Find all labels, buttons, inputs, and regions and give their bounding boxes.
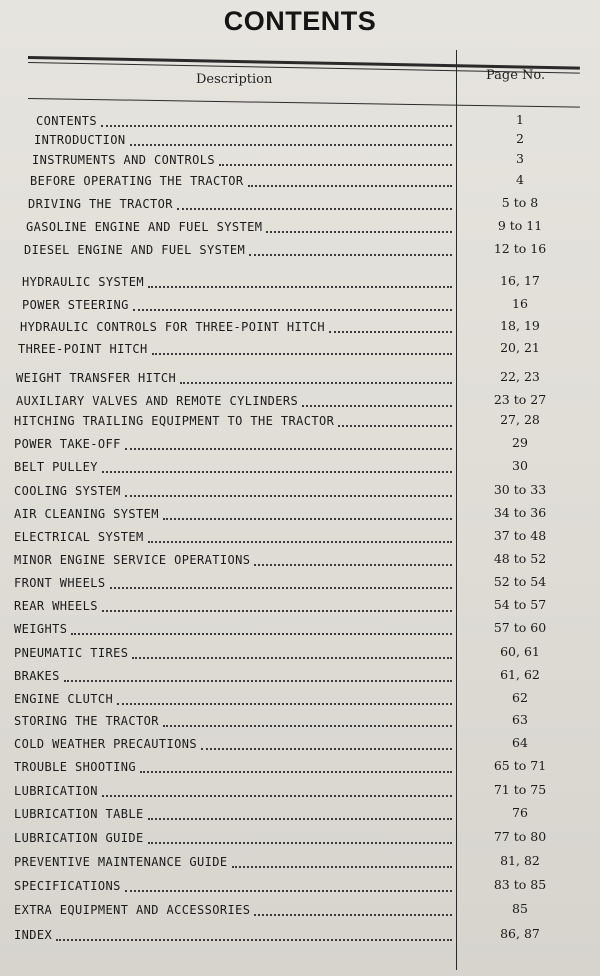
toc-entry-rear-wheels xyxy=(0,597,600,617)
toc-entry-engine-clutch xyxy=(0,690,600,710)
entry-label: DIESEL ENGINE AND FUEL SYSTEM xyxy=(24,243,246,257)
dot-leader xyxy=(163,721,452,727)
entry-page: 54 to 57 xyxy=(493,597,547,612)
toc-entry-before-operating xyxy=(0,172,600,192)
dot-leader xyxy=(132,653,452,659)
toc-entry-specifications xyxy=(0,877,600,897)
entry-label: ENGINE CLUTCH xyxy=(14,692,114,706)
toc-entry-introduction xyxy=(0,131,600,151)
dot-leader xyxy=(71,629,452,635)
description-column-header: Description xyxy=(196,72,273,87)
entry-label: WEIGHT TRANSFER HITCH xyxy=(16,371,177,385)
dot-leader xyxy=(117,699,452,705)
entry-label: PNEUMATIC TIRES xyxy=(14,646,129,660)
toc-entry-cooling-system xyxy=(0,482,600,502)
entry-label: PREVENTIVE MAINTENANCE GUIDE xyxy=(14,855,228,869)
entry-label: BEFORE OPERATING THE TRACTOR xyxy=(30,174,244,188)
dot-leader xyxy=(148,838,452,844)
toc-entry-hydraulic-system xyxy=(0,273,600,293)
header-rule xyxy=(28,98,580,108)
dot-leader xyxy=(140,767,452,773)
toc-entry-weight-transfer-hitch xyxy=(0,369,600,389)
entry-page: 4 xyxy=(516,172,524,187)
dot-leader xyxy=(329,327,452,333)
entry-page: 52 to 54 xyxy=(493,574,547,589)
dot-leader xyxy=(163,514,452,520)
dot-leader xyxy=(64,676,452,682)
dot-leader xyxy=(201,744,452,750)
entry-label: TROUBLE SHOOTING xyxy=(14,760,136,774)
entry-page: 85 xyxy=(512,901,528,916)
toc-entry-electrical-system xyxy=(0,528,600,548)
entry-label: HYDRAULIC CONTROLS FOR THREE-POINT HITCH xyxy=(20,320,325,334)
entry-page: 9 to 11 xyxy=(497,218,543,233)
dot-leader xyxy=(177,204,452,210)
dot-leader xyxy=(148,282,452,288)
dot-leader xyxy=(102,606,452,612)
entry-label: LUBRICATION TABLE xyxy=(14,807,144,821)
entry-page: 77 to 80 xyxy=(493,829,547,844)
entry-label: INDEX xyxy=(14,928,53,942)
entry-label: AIR CLEANING SYSTEM xyxy=(14,507,159,521)
entry-label: INTRODUCTION xyxy=(34,133,126,147)
entry-label: COLD WEATHER PRECAUTIONS xyxy=(14,737,197,751)
dot-leader xyxy=(56,935,452,941)
toc-entry-contents xyxy=(0,112,600,132)
dot-leader xyxy=(248,181,453,187)
entry-label: SPECIFICATIONS xyxy=(14,879,121,893)
toc-entry-hitching-trailing-equipment xyxy=(0,412,600,432)
entry-page: 22, 23 xyxy=(500,369,540,384)
toc-entry-trouble-shooting xyxy=(0,758,600,778)
dot-leader xyxy=(101,121,452,127)
dot-leader xyxy=(219,160,452,166)
toc-entry-auxiliary-valves xyxy=(0,392,600,412)
entry-label: GASOLINE ENGINE AND FUEL SYSTEM xyxy=(26,220,263,234)
entry-page: 23 to 27 xyxy=(493,392,547,407)
entry-page: 37 to 48 xyxy=(493,528,547,543)
dot-leader xyxy=(266,227,452,233)
toc-entry-minor-engine-service xyxy=(0,551,600,571)
toc-entry-gasoline-engine xyxy=(0,218,600,238)
toc-entry-lubrication xyxy=(0,782,600,802)
entry-page: 30 xyxy=(512,458,528,473)
dot-leader xyxy=(130,140,453,146)
dot-leader xyxy=(254,560,452,566)
dot-leader xyxy=(125,491,452,497)
entry-page: 16 xyxy=(512,296,528,311)
toc-entry-driving xyxy=(0,195,600,215)
toc-entry-diesel-engine xyxy=(0,241,600,261)
entry-label: COOLING SYSTEM xyxy=(14,484,121,498)
dot-leader xyxy=(102,791,452,797)
dot-leader xyxy=(180,378,452,384)
dot-leader xyxy=(249,250,452,256)
dot-leader xyxy=(152,349,452,355)
page-number-column-header: Page No. xyxy=(486,68,546,83)
entry-page: 18, 19 xyxy=(500,318,540,333)
entry-page: 81, 82 xyxy=(500,853,540,868)
toc-entry-weights xyxy=(0,620,600,640)
dot-leader xyxy=(254,910,452,916)
entry-label: REAR WHEELS xyxy=(14,599,98,613)
entry-label: MINOR ENGINE SERVICE OPERATIONS xyxy=(14,553,251,567)
toc-entry-power-take-off xyxy=(0,435,600,455)
dot-leader xyxy=(102,467,452,473)
entry-page: 48 to 52 xyxy=(493,551,547,566)
entry-label: STORING THE TRACTOR xyxy=(14,714,159,728)
dot-leader xyxy=(133,305,452,311)
toc-entry-instruments-and-controls xyxy=(0,151,600,171)
dot-leader xyxy=(148,537,452,543)
toc-entry-cold-weather xyxy=(0,735,600,755)
entry-page: 63 xyxy=(512,712,528,727)
dot-leader xyxy=(232,862,453,868)
toc-entry-index xyxy=(0,926,600,946)
entry-label: INSTRUMENTS AND CONTROLS xyxy=(32,153,215,167)
entry-page: 71 to 75 xyxy=(493,782,547,797)
dot-leader xyxy=(338,421,452,427)
entry-page: 76 xyxy=(512,805,528,820)
dot-leader xyxy=(125,444,452,450)
entry-label: FRONT WHEELS xyxy=(14,576,106,590)
entry-label: EXTRA EQUIPMENT AND ACCESSORIES xyxy=(14,903,251,917)
entry-page: 64 xyxy=(512,735,528,750)
entry-page: 86, 87 xyxy=(500,926,540,941)
entry-label: HYDRAULIC SYSTEM xyxy=(22,275,144,289)
dot-leader xyxy=(110,583,453,589)
entry-label: CONTENTS xyxy=(36,114,97,128)
entry-page: 27, 28 xyxy=(500,412,540,427)
entry-label: WEIGHTS xyxy=(14,622,68,636)
toc-entry-pneumatic-tires xyxy=(0,644,600,664)
entry-label: HITCHING TRAILING EQUIPMENT TO THE TRACTOR xyxy=(14,414,335,428)
toc-entry-air-cleaning-system xyxy=(0,505,600,525)
entry-page: 62 xyxy=(512,690,528,705)
entry-label: DRIVING THE TRACTOR xyxy=(28,197,173,211)
entry-label: THREE-POINT HITCH xyxy=(18,342,148,356)
entry-page: 1 xyxy=(516,112,524,127)
entry-page: 20, 21 xyxy=(500,340,540,355)
entry-page: 65 to 71 xyxy=(493,758,547,773)
entry-label: LUBRICATION GUIDE xyxy=(14,831,144,845)
entry-label: POWER STEERING xyxy=(22,298,129,312)
dot-leader xyxy=(148,814,452,820)
entry-label: LUBRICATION xyxy=(14,784,98,798)
entry-page: 3 xyxy=(516,151,524,166)
entry-page: 34 to 36 xyxy=(493,505,547,520)
page-title: CONTENTS xyxy=(223,6,377,36)
entry-page: 30 to 33 xyxy=(493,482,547,497)
dot-leader xyxy=(125,886,452,892)
entry-label: BELT PULLEY xyxy=(14,460,98,474)
entry-label: AUXILIARY VALVES AND REMOTE CYLINDERS xyxy=(16,394,299,408)
toc-entry-lubrication-guide xyxy=(0,829,600,849)
entry-page: 57 to 60 xyxy=(493,620,547,635)
dot-leader xyxy=(302,401,452,407)
toc-entry-three-point-hitch xyxy=(0,340,600,360)
toc-entry-lubrication-table xyxy=(0,805,600,825)
toc-entry-belt-pulley xyxy=(0,458,600,478)
toc-entry-hydraulic-controls xyxy=(0,318,600,338)
toc-entry-brakes xyxy=(0,667,600,687)
entry-page: 2 xyxy=(516,131,524,146)
entry-page: 16, 17 xyxy=(500,273,540,288)
toc-entry-front-wheels xyxy=(0,574,600,594)
entry-label: ELECTRICAL SYSTEM xyxy=(14,530,144,544)
toc-entry-storing-the-tractor xyxy=(0,712,600,732)
entry-page: 29 xyxy=(512,435,528,450)
entry-page: 12 to 16 xyxy=(493,241,547,256)
entry-label: POWER TAKE-OFF xyxy=(14,437,121,451)
entry-label: BRAKES xyxy=(14,669,60,683)
entry-page: 83 to 85 xyxy=(493,877,547,892)
entry-page: 5 to 8 xyxy=(501,195,539,210)
toc-entry-extra-equipment xyxy=(0,901,600,921)
toc-entry-preventive-maintenance xyxy=(0,853,600,873)
entry-page: 60, 61 xyxy=(500,644,540,659)
entry-page: 61, 62 xyxy=(500,667,540,682)
toc-entry-power-steering xyxy=(0,296,600,316)
